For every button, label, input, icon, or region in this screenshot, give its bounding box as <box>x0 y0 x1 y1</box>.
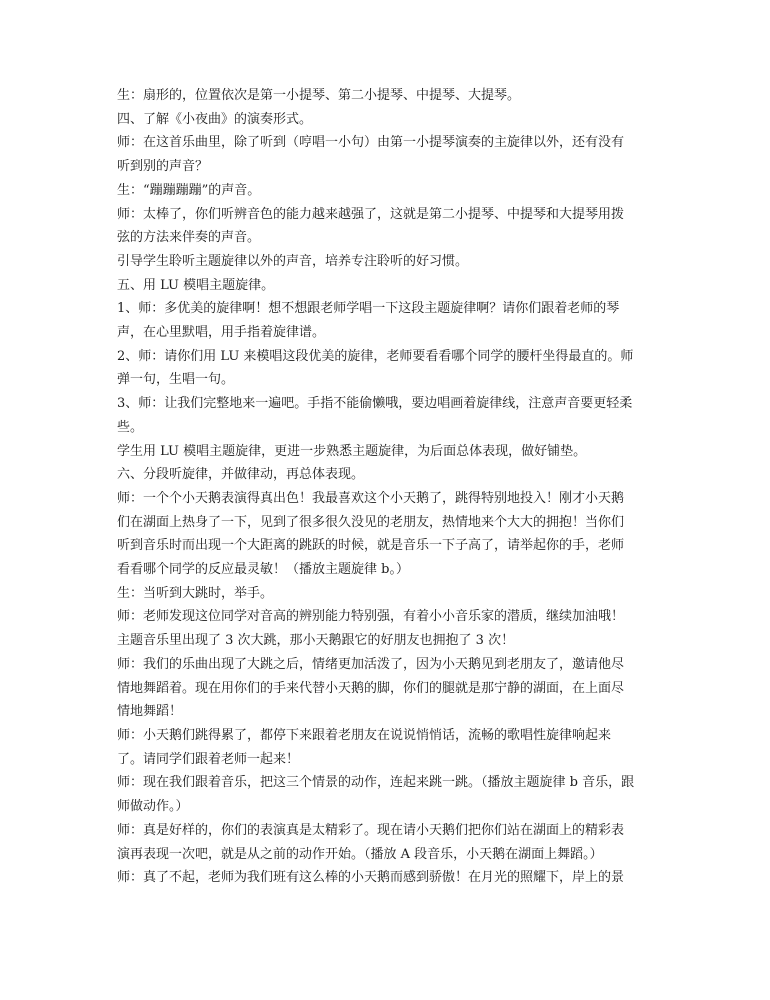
text-line: 引导学生聆听主题旋律以外的声音，培养专注聆听的好习惯。 <box>117 253 469 269</box>
text-line: 师做动作。） <box>117 799 189 815</box>
text-line: 生：扇形的，位置依次是第一小提琴、第二小提琴、中提琴、大提琴。 <box>117 88 521 103</box>
text-line: 师：现在我们跟着音乐，把这三个情景的动作，连起来跳一跳。（播放主题旋律 b 音乐，跟 <box>117 775 635 791</box>
text-line: 师：老师发现这位同学对音高的辨别能力特别强，有着小小音乐家的潜质，继续加油哦！ <box>117 609 625 625</box>
text-line: 弦的方法来伴奏的声音。 <box>117 230 261 246</box>
text-line: 师：太棒了，你们听辨音色的能力越来越强了，这就是第二小提琴、中提琴和大提琴用拨 <box>117 206 625 222</box>
paragraph <box>117 131 662 178</box>
paragraph <box>117 819 662 866</box>
text-line: 师：真是好样的，你们的表演真是太精彩了。现在请小天鹅们把你们站在湖面上的精彩表 <box>117 822 625 838</box>
paragraph <box>117 274 662 298</box>
paragraph <box>117 345 662 392</box>
text-line: 生：当听到大跳时，举手。 <box>117 585 274 601</box>
text-line: 师：我们的乐曲出现了大跳之后，情绪更加活泼了，因为小天鹅见到老朋友了，邀请他尽 <box>117 656 625 672</box>
paragraph <box>117 84 662 108</box>
text-line: 听到别的声音？ <box>117 159 209 175</box>
paragraph <box>117 866 662 890</box>
paragraph <box>117 487 662 582</box>
text-line: 四、了解《小夜曲》的演奏形式。 <box>117 111 313 127</box>
paragraph <box>117 463 662 487</box>
paragraph <box>117 203 662 250</box>
text-line: 3、师：让我们完整地来一遍吧。手指不能偷懒哦，要边唱画着旋律线，注意声音要更轻柔 <box>117 396 633 412</box>
text-line: 看看哪个同学的反应最灵敏！（播放主题旋律 b。） <box>117 562 409 578</box>
paragraph <box>117 629 662 653</box>
text-line: 生：“蹦蹦蹦蹦”的声音。 <box>117 182 261 198</box>
text-line: 们在湖面上热身了一下，见到了很多很久没见的老朋友，热情地来个大大的拥抱！当你们 <box>117 514 625 530</box>
text-line: 了。请同学们跟着老师一起来！ <box>117 751 300 767</box>
text-line: 师：在这首乐曲里，除了听到（哼唱一小句）由第一小提琴演奏的主旋律以外，还有没有 <box>117 135 625 151</box>
paragraph <box>117 108 662 132</box>
text-line: 情地舞蹈！ <box>117 704 183 720</box>
text-line: 主题音乐里出现了 3 次大跳，那小天鹅跟它的好朋友也拥抱了 3 次！ <box>117 633 515 649</box>
text-line: 学生用 LU 模唱主题旋律，更进一步熟悉主题旋律，为后面总体表现，做好铺垫。 <box>117 443 587 459</box>
text-line: 师：真了不起，老师为我们班有这么棒的小天鹅而感到骄傲！在月光的照耀下，岸上的景 <box>117 870 625 886</box>
text-line: 五、用 LU 模唱主题旋律。 <box>117 277 275 293</box>
paragraph <box>117 724 662 771</box>
text-line: 1、师：多优美的旋律啊！想不想跟老师学唱一下这段主题旋律啊？请你们跟着老师的琴 <box>117 301 620 317</box>
paragraph <box>117 392 662 439</box>
text-line: 六、分段听旋律，并做律动，再总体表现。 <box>117 467 365 483</box>
text-line: 听到音乐时而出现一个大距离的跳跃的时候，就是音乐一下子高了，请举起你的手，老师 <box>117 538 625 554</box>
paragraph <box>117 771 662 818</box>
text-line: 2、师：请你们用 LU 来模唱这段优美的旋律，老师要看看哪个同学的腰杆坐得最直的。师 <box>117 348 634 364</box>
paragraph <box>117 297 662 344</box>
text-line: 情地舞蹈着。现在用你们的手来代替小天鹅的脚，你们的腿就是那宁静的湖面，在上面尽 <box>117 680 625 696</box>
text-line: 些。 <box>117 419 144 435</box>
text-line: 演再表现一次吧，就是从之前的动作开始。（播放 A 段音乐，小天鹅在湖面上舞蹈。） <box>117 846 603 862</box>
text-line: 师：小天鹅们跳得累了，都停下来跟着老朋友在说说悄悄话，流畅的歌唱性旋律响起来 <box>117 727 612 743</box>
paragraph <box>117 179 662 203</box>
document-body <box>117 84 662 890</box>
paragraph <box>117 653 662 724</box>
text-line: 师：一个个小天鹅表演得真出色！我最喜欢这个小天鹅了，跳得特别地投入！刚才小天鹅 <box>117 490 625 506</box>
paragraph <box>117 440 662 464</box>
text-line: 声，在心里默唱，用手指着旋律谱。 <box>117 325 326 341</box>
paragraph <box>117 250 662 274</box>
text-line: 弹一句，生唱一句。 <box>117 372 235 388</box>
paragraph <box>117 582 662 606</box>
paragraph <box>117 605 662 629</box>
